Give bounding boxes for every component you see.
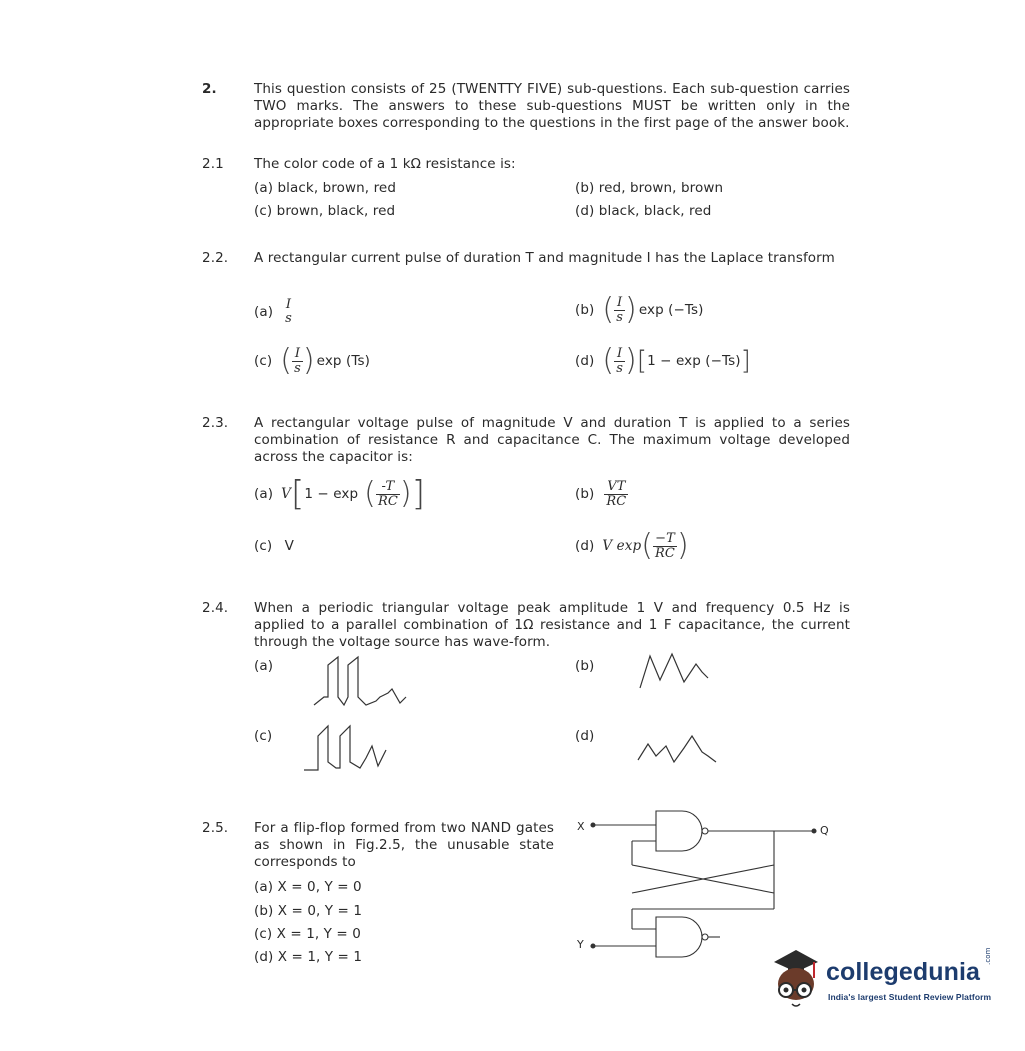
brand-name: collegedunia — [826, 958, 981, 986]
option-label: (a) — [254, 486, 274, 502]
option-label: (c) — [254, 728, 273, 744]
option-label: (d) — [575, 353, 595, 369]
collegedunia-mascot-icon — [766, 944, 826, 1014]
right-paren: ) — [625, 343, 637, 378]
waveform-d — [632, 726, 722, 771]
fraction — [376, 480, 400, 509]
option-label: (b) — [575, 302, 595, 318]
left-paren: ( — [641, 528, 654, 563]
option-a — [254, 472, 425, 516]
question-text: A rectangular current pulse of duration T and magnitude I has the Laplace transform — [254, 250, 835, 266]
numerator: VT — [607, 478, 626, 494]
left-bracket: [ — [290, 474, 305, 514]
option-c — [254, 341, 370, 381]
option-d: (d) black, black, red — [575, 203, 712, 219]
question-number: 2.1 — [202, 156, 224, 172]
denominator: s — [294, 360, 301, 376]
nand-flip-flop-diagram — [570, 805, 840, 965]
option-label: (d) — [575, 538, 595, 554]
left-paren: ( — [280, 343, 293, 378]
right-paren: ) — [302, 343, 315, 378]
option-label: (c) — [254, 538, 273, 554]
left-bracket: [ — [636, 346, 648, 376]
numerator: I — [285, 297, 292, 312]
question-number: 2.3. — [202, 415, 229, 431]
fraction — [292, 347, 303, 376]
right-bracket: ] — [740, 346, 751, 376]
option-b: (b) red, brown, brown — [575, 180, 724, 196]
option-d — [575, 524, 689, 568]
q-output-label: Q — [820, 824, 829, 837]
option-b — [575, 472, 628, 516]
question-intro: This question consists of 25 (TWENTTY FIVE) sub-questions. Each sub-question carries TWO marks. The answers to these sub-questions MUST be written only in the appropriate boxes corresponding to the questions in the first page of the answer book. — [254, 81, 850, 131]
right-paren: ) — [625, 292, 637, 327]
y-input-label: Y — [577, 938, 584, 951]
denominator: s — [285, 311, 292, 326]
numerator: −T — [655, 530, 675, 546]
exponential-term: V exp — [602, 538, 642, 554]
option-label: (a) — [254, 304, 274, 320]
denominator: RC — [606, 493, 627, 509]
option-c: (c) X = 1, Y = 0 — [254, 926, 361, 942]
waveform-a — [310, 655, 410, 710]
question-number: 2.5. — [202, 820, 229, 836]
option-a — [254, 292, 294, 332]
bracket-expression: 1 − exp — [304, 486, 359, 502]
option-d: (d) X = 1, Y = 1 — [254, 949, 363, 965]
denominator: RC — [377, 493, 398, 509]
option-b — [575, 290, 704, 330]
question-number: 2.2. — [202, 250, 229, 266]
left-paren: ( — [602, 292, 615, 327]
right-paren: ) — [676, 528, 689, 563]
denominator: RC — [655, 545, 675, 561]
waveform-c — [300, 722, 395, 777]
option-label: (b) — [575, 658, 595, 674]
waveform-b — [632, 650, 712, 695]
question-text: For a flip-flop formed from two NAND gates as shown in Fig.2.5, the unusable state corresponds to — [254, 820, 554, 870]
brand-suffix: .com — [984, 947, 992, 965]
numerator: I — [616, 345, 623, 361]
fraction — [283, 298, 294, 326]
right-paren: ) — [399, 476, 412, 511]
exponential-term: exp (Ts) — [316, 353, 370, 369]
numerator: I — [294, 345, 301, 361]
voltage-symbol: V — [281, 486, 291, 502]
denominator: s — [616, 360, 623, 376]
question-number: 2. — [202, 81, 217, 97]
option-b: (b) X = 0, Y = 1 — [254, 903, 363, 919]
numerator: I — [616, 294, 623, 310]
x-input-label: X — [577, 820, 585, 833]
option-a: (a) black, brown, red — [254, 180, 397, 196]
option-text: V — [284, 538, 295, 554]
option-label: (a) — [254, 658, 274, 674]
fraction — [604, 480, 628, 509]
option-a: (a) X = 0, Y = 0 — [254, 879, 362, 895]
denominator: s — [616, 309, 623, 325]
option-label: (b) — [575, 486, 595, 502]
brand-tagline: India's largest Student Review Platform — [828, 992, 992, 1002]
left-paren: ( — [602, 343, 615, 378]
fraction — [614, 296, 625, 325]
option-c: (c) brown, black, red — [254, 203, 396, 219]
question-number: 2.4. — [202, 600, 229, 616]
right-bracket: ] — [411, 474, 426, 514]
exponential-term: exp (−Ts) — [638, 302, 704, 318]
fraction — [614, 347, 625, 376]
question-text: A rectangular voltage pulse of magnitude V and duration T is applied to a series combination of resistance R and capacitance C. The maximum voltage developed across the capacitor is: — [254, 415, 850, 465]
option-d — [575, 341, 751, 381]
question-text: The color code of a 1 kΩ resistance is: — [254, 156, 516, 172]
option-c — [254, 538, 294, 554]
fraction — [653, 532, 677, 561]
numerator: -T — [381, 478, 395, 494]
option-label: (d) — [575, 728, 595, 744]
question-text: When a periodic triangular voltage peak amplitude 1 V and frequency 0.5 Hz is applied to a parallel combination of 1Ω resistance and 1 F capacitance, the current through the voltage source has wave-form. — [254, 600, 850, 650]
bracket-expression: 1 − exp (−Ts) — [647, 353, 741, 369]
option-label: (c) — [254, 353, 273, 369]
left-paren: ( — [364, 476, 376, 511]
